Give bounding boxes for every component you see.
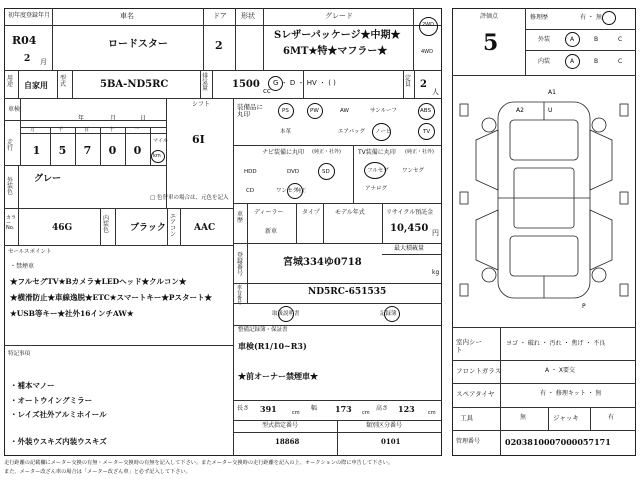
color-no-label: カラーNo. [6,215,17,231]
score-label: 評価点 [480,13,499,20]
tools-value: 無 [520,414,527,421]
navi-sd: SD [322,169,330,175]
diagram-label-p: P [582,303,586,310]
grade-label: グレード [325,12,353,20]
cc-label: 排気量 [202,73,209,92]
records-label: 整備記録簿・保証書 [238,327,288,333]
inspection-label: 車検 [8,106,21,113]
grade-line-2: 6MT★特★マフラー★ [283,46,388,57]
mileage-unit-km: km [153,153,161,159]
reg-year: R04 [12,34,37,47]
exterior-grade-b: B [594,36,599,43]
equip-sunroof: サンルーフ [370,108,397,114]
interior-grade-c: C [618,58,623,65]
warranty-record: 記録簿 [380,311,397,317]
repair-none-circle [602,11,616,25]
footer-line-2: また、メーター改ざん車の場合は「メーター改ざん車」と必ず記入して下さい。 [4,469,191,475]
repair-label: 修理歴 [530,14,549,21]
color-no-value: 46G [52,223,73,233]
mileage-unit-1: 千 [58,127,64,133]
mileage-unit-3: 十 [109,127,115,133]
type-label: タイプ [302,209,320,216]
width-value: 173 [335,404,352,414]
category-label: 類別区分番号 [366,422,403,429]
exterior-value: グレー [34,174,62,184]
interior-grade-b: B [594,58,599,65]
dealer-value: 新車 [265,228,278,235]
records-line-1: 車検(R1/10~R3) [238,341,307,351]
recycle-unit: 円 [432,229,439,237]
doors-value: 2 [215,39,223,52]
spare-label: スペアタイヤ [456,390,495,398]
mileage-digit-4: 0 [133,144,142,157]
shape-label: 形状 [241,12,255,20]
mileage-digit-1: 5 [58,144,67,157]
doors-label: ドア [213,12,227,20]
load-label: 最大積載量 [394,245,425,252]
type-designation-value: 18868 [275,437,300,446]
equip-pw: PW [310,108,319,114]
mileage-unit-2: 百 [84,127,90,133]
capacity-label: 定員 [405,75,412,88]
ac-value: AAC [194,223,216,233]
usage-label: 用途 [7,75,14,88]
vin-label: 車台番号 [237,285,243,306]
height-label: 高さ [376,405,389,412]
exterior-grade-a: A [570,36,575,43]
history-label: 車歴 [237,211,244,224]
recycle-value: 10,450 [390,223,429,234]
manage-value: 0203810007000057171 [505,437,611,447]
notes-label: 特記事項 [8,351,31,357]
mileage-digit-3: 0 [108,144,117,157]
width-label: 幅 [311,405,318,412]
remark-line-3: ・レイズ社外アルミホイール [10,410,107,419]
interior-label: 内装色 [103,215,110,234]
jack-label: ジャッキ [553,414,579,422]
records-line-2: ★前オーナー禁煙車★ [238,371,318,381]
spare-items: 有 ・ 修理キット ・ 無 [540,390,602,397]
repair-value: 有 ・ 無 [580,14,602,21]
interior-value: ブラック [130,223,166,233]
remark-line-4: ・外装ウスキズ内装ウスキズ [10,437,107,446]
inspection-day-unit: 日 [140,115,147,122]
equipment-label: 装備品に丸印 [237,103,263,118]
car-name-value: ロードスター [108,39,168,50]
height-value: 123 [398,404,415,414]
tv-label: TV装備に丸印 [358,149,396,156]
jack-value: 有 [608,414,615,421]
equip-aw: AW [340,108,349,114]
footer-line-1: 走行距離の記載欄にメーター交換の有無・メーター交換時の有無を記入して下さい。またメーター交換時の走行距離を記入の上、オークションの際に申告して下さい。 [4,460,393,466]
mileage-unit-0: 万 [30,127,36,133]
fuel-options: G ・ D ・ HV ・ ( ) [273,79,336,87]
seat-label: 室内シート [456,338,482,355]
width-unit: cm [362,410,370,416]
manage-label: 管理番号 [456,438,481,445]
navi-label: ナビ装備に丸印 [262,149,305,156]
reg-month-unit: 月 [40,58,47,66]
model-value: 5BA-ND5RC [100,79,169,90]
equip-ps: PS [282,108,289,114]
length-value: 391 [260,404,277,414]
car-name-label: 車名 [120,12,134,20]
equip-airbag: エアバッグ [338,129,366,135]
shift-label: シフト [192,101,211,108]
mileage-digit-2: 7 [83,144,92,157]
recycle-label: リサイクル預託金 [386,209,434,216]
navi-sub: (純正・社外) [312,149,341,155]
sales-line-2: ★横滑防止★車線逸脱★ETC★スマートキー★Pスタート★ [10,293,212,302]
seat-items: ヨゴ ・ 破れ ・ 汚れ ・ 焦げ ・ 不良 [506,340,606,347]
sales-point-label: セールスポイント [8,249,52,255]
sales-line-1: ★フルセグTV★Bカメラ★LEDヘッド★クルコン★ [10,277,187,286]
cc-value: 1500 [232,79,260,90]
equip-leather: 本革 [280,129,292,135]
interior-rating-label: 内装 [538,58,551,65]
equip-tv: TV [423,129,431,135]
load-unit: kg [432,269,440,276]
score-value: 5 [483,30,499,56]
tools-label: 工具 [460,414,473,422]
drive-2wd: 2WD [422,22,434,28]
registration-side-label: 登録番号 [237,252,244,277]
car-diagram [456,80,632,320]
dealer-label: ディーラー [254,209,284,216]
mileage-label: 走行 [7,139,14,152]
category-value: 0101 [381,437,401,446]
repaint-note: □ 色替車の場合は、元色を記入 [150,195,229,201]
warranty-manual: 取扱説明書 [272,311,300,317]
reg-month: 2 [24,54,31,64]
tv-fullseg: フルセグ [367,168,389,174]
glass-label: フロントガラス [456,367,502,375]
navi-genuine: 純正 [296,188,307,194]
exterior-grade-c: C [618,36,623,43]
diagram-label-a1: A1 [548,89,556,96]
type-designation-label: 型式指定番号 [262,422,299,429]
sales-line-3: ★USB等キー★社外16インチAW★ [10,309,134,318]
tv-sub: (純正・社外) [405,149,434,155]
height-unit: cm [428,410,436,416]
inspection-month-unit: 月 [110,115,117,122]
reg-date-label: 初年度登録年月 [8,12,51,19]
remark-line-1: ・補本マノー [10,381,55,390]
navi-dvd: DVD [287,169,300,175]
drive-4wd: 4WD [421,49,433,55]
usage-value: 自家用 [24,80,48,90]
ac-label: エアコン [170,213,177,238]
capacity-unit: 人 [432,88,439,96]
shift-value: 6I [192,133,205,146]
glass-items: A ・ X要交 [545,367,576,374]
equip-abs: ABS [420,108,431,114]
model-label: 型式 [60,75,67,88]
diagram-label-u: U [548,107,553,114]
tv-oneseg: ワンセグ [402,168,425,174]
navi-hdd: HDD [244,169,257,175]
remark-line-2: ・オートウイングミラー [10,396,93,405]
navi-cd: CD [246,188,255,194]
navi-oneseg: ワンセグ [276,188,299,194]
mileage-unit-mile: マイル [153,138,168,144]
mileage-digit-0: 1 [32,144,41,157]
exterior-label: 外装色 [7,177,14,196]
length-unit: cm [292,410,300,416]
exterior-rating-label: 外装 [538,36,551,43]
model-year-label: モデル年式 [335,209,365,216]
mileage-unit-4: 一 [134,127,140,133]
interior-grade-a: A [570,58,575,65]
inspection-year-unit: 年 [78,115,85,122]
diagram-label-a2: A2 [516,107,524,114]
tv-analog: アナログ [365,186,388,192]
equip-nohi: ノーヒ [375,129,392,135]
grade-line-1: Sレザーパッケージ★中期★ [274,30,401,41]
cc-unit: cc [263,87,271,95]
note-line-1: ・禁煙車 [10,263,35,270]
vin-value: ND5RC-651535 [308,287,387,297]
registration-value: 宮城334ゆ0718 [283,257,362,268]
length-label: 長さ [237,405,250,412]
capacity-value: 2 [420,79,427,90]
